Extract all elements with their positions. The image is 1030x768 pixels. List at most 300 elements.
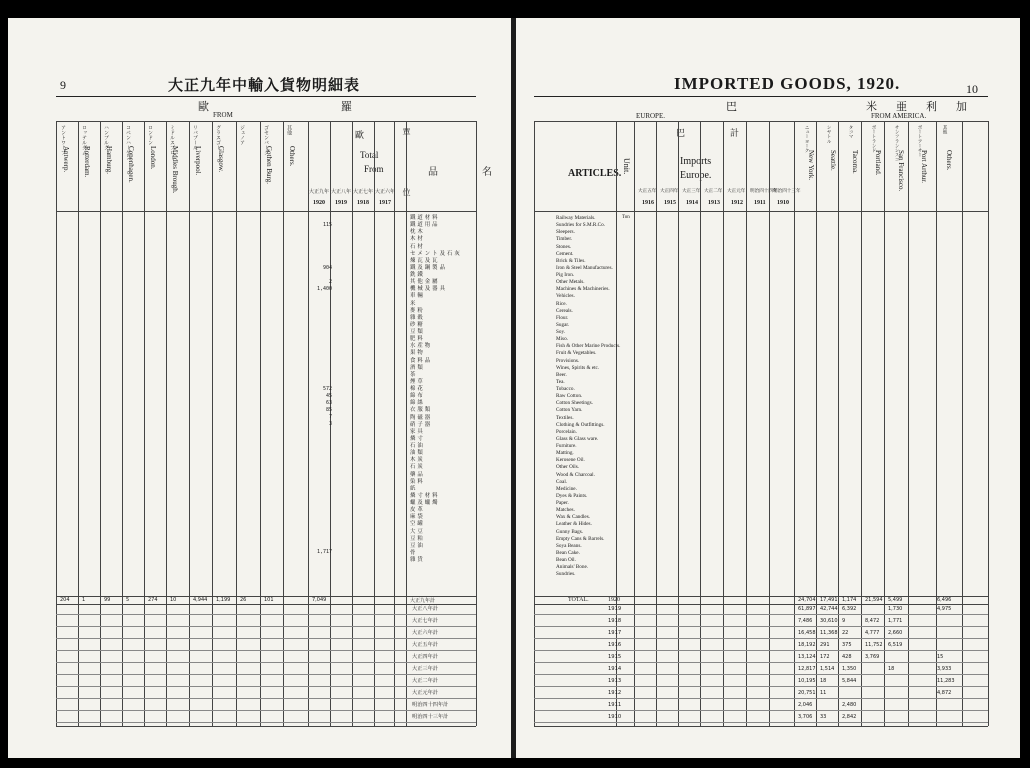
america-year-value: 9 (842, 618, 846, 624)
america-year-value: 61,897 (798, 606, 816, 612)
item-name-jp: 豆類 (410, 329, 425, 335)
year-row-rule (534, 650, 988, 651)
port-header-jp: シヤトル (826, 125, 831, 144)
total-row-value: 204 (60, 597, 70, 603)
total-col-value (312, 329, 332, 336)
year-header-num: 1915 (664, 200, 676, 206)
america-total-value: 24,704 (798, 597, 816, 603)
item-name-jp: 綿絲 (410, 400, 425, 407)
total-col-value (312, 492, 332, 499)
item-name-jp: 鐵道材料 (410, 215, 440, 221)
total-col-value (312, 364, 332, 371)
grid-line (236, 121, 237, 726)
grid-line (678, 121, 679, 726)
america-year-value: 172 (820, 654, 830, 660)
year-row-rule (534, 722, 988, 723)
year-row-label: 大正八年計 (412, 606, 438, 612)
article-name: Miso. (556, 336, 568, 343)
total-en2: From (364, 164, 384, 174)
america-year-value: 2,046 (798, 702, 813, 708)
total-col-value (312, 322, 332, 329)
total-col-value: 2 (328, 278, 332, 285)
grid-line (988, 121, 989, 726)
item-name-jp: 蠟及蠟燭 (410, 500, 440, 506)
origin-header-jp: ロンドン (147, 125, 153, 145)
grid-line (283, 121, 284, 726)
year-row-label: 1917 (608, 630, 622, 636)
origin-header-jp: ロッテルダム (81, 125, 87, 155)
article-name: Soya Beans. (556, 542, 582, 549)
america-year-value: 3,933 (937, 666, 952, 672)
total-col-value: 115 (322, 222, 332, 229)
year-header-jp: 大正四年 (660, 189, 679, 194)
total-col-value (312, 307, 332, 314)
america-year-value: 428 (842, 654, 852, 660)
total-col-value (312, 343, 332, 350)
year-header-num: 1911 (754, 200, 766, 206)
america-year-value: 5,844 (842, 678, 857, 684)
america-year-value: 8,472 (865, 618, 880, 624)
article-name: Wax & Candles. (556, 514, 591, 521)
port-header-en: Others. (945, 150, 953, 171)
grid-line (394, 121, 395, 726)
europe-total-jp: 巴 計 (676, 129, 758, 139)
year-header-num: 1916 (642, 200, 654, 206)
total-col-value (312, 535, 332, 542)
article-name: Sundries. (556, 571, 576, 578)
total-row-value: 5 (126, 597, 130, 603)
right-page-title: IMPORTED GOODS, 1920. (674, 74, 901, 93)
year-row-rule (534, 662, 988, 663)
america-year-value: 3,769 (865, 654, 880, 660)
grid-line (908, 121, 909, 726)
total-col-value: 572 (322, 385, 332, 392)
total-col-value (312, 243, 332, 250)
article-name: Flour. (556, 314, 569, 321)
total-col-value: 1,717 (316, 549, 332, 556)
total-col-value (312, 229, 332, 236)
year-row-label: 1914 (608, 666, 622, 672)
total-col-value (312, 443, 332, 450)
article-name: Soy. (556, 329, 566, 335)
year-row-label: 大正元年計 (412, 690, 438, 696)
article-name: Machines & Machineries. (556, 286, 610, 293)
america-year-value: 16,458 (798, 630, 816, 636)
item-name-jp: 木材 (410, 236, 425, 243)
left-item-names (410, 215, 462, 564)
left-page (8, 18, 511, 758)
america-year-value: 13,124 (798, 654, 816, 660)
total-col-value: 904 (322, 264, 332, 271)
grid-line (746, 121, 747, 726)
article-name: Tobacco. (556, 386, 575, 392)
year-header-jp: 大正七年 (353, 189, 374, 195)
item-name-jp: 機械及器具 (410, 286, 447, 293)
total-row-value: 4,944 (193, 597, 208, 603)
total-row-value: 大正九年計 (410, 598, 436, 604)
america-year-value: 11 (820, 690, 827, 696)
item-name-jp: 木炭 (410, 457, 425, 464)
item-name-jp: 車輛 (410, 293, 425, 300)
year-row-rule (534, 626, 988, 627)
article-name: Kerosene Oil. (556, 457, 585, 464)
article-name: Provisions. (556, 357, 580, 364)
article-name: Sugar. (556, 321, 570, 328)
article-name: Iron & Steel Manufactures. (556, 264, 613, 271)
item-name-jp: 豆粕 (410, 535, 425, 542)
right-page (516, 18, 1020, 758)
origin-header-jp: コペンハーゲン (125, 125, 131, 160)
europe-label: Europe. (680, 170, 712, 181)
article-name: Wines, Spirits & etc. (556, 364, 600, 371)
article-name: Brick & Tiles. (556, 257, 586, 264)
america-year-value: 2,480 (842, 702, 857, 708)
year-header-num: 1917 (379, 200, 391, 206)
america-year-value: 1,350 (842, 666, 857, 672)
item-name-jp: 棉花 (410, 386, 425, 392)
right-page-number: 10 (966, 82, 978, 96)
america-year-value: 15 (937, 654, 944, 660)
year-row-label: 1912 (608, 690, 622, 696)
article-name: Raw Cotton. (556, 393, 583, 400)
year-row-label: 1919 (608, 606, 622, 612)
total-col-value (312, 272, 332, 279)
total-col-value (312, 315, 332, 322)
article-name: Porcelain. (556, 428, 577, 435)
grid-line (374, 121, 375, 726)
total-col-value (312, 357, 332, 364)
article-name: Tea. (556, 378, 565, 385)
year-row-rule (534, 614, 988, 615)
grid-line (100, 121, 101, 726)
america-year-value: 18 (820, 678, 827, 684)
america-total-value: 17,491 (820, 597, 838, 603)
total-year: 1920 (608, 597, 620, 603)
year-header-num: 1920 (313, 200, 325, 206)
total-col-value (312, 499, 332, 506)
america-year-value: 11,283 (937, 678, 955, 684)
grid-line (260, 121, 261, 726)
article-name: Clothing & Outfittings. (556, 421, 605, 428)
year-header-jp: 大正二年 (704, 189, 723, 194)
region-europe-jp: 巴 (726, 100, 737, 113)
total-row-value: 1 (82, 597, 86, 603)
total-col-value (312, 236, 332, 243)
article-name: Cotton Sheetings. (556, 400, 593, 407)
grid-line (212, 121, 213, 726)
origin-header-jp: ジェノア (239, 125, 245, 145)
year-row-label: 大正七年計 (412, 618, 438, 624)
origin-header-en: Copenhagen. (127, 146, 135, 183)
article-name: Pig Iron. (556, 272, 575, 278)
item-name-jp: 陶磁器 (410, 414, 433, 421)
year-row-label: 1911 (608, 702, 622, 708)
origin-header-en: Rotterdam. (83, 146, 91, 178)
origin-header-jp: グラスゴー (215, 125, 221, 150)
america-year-value: 11,368 (820, 630, 838, 636)
item-name-jp: 麥粉 (410, 307, 425, 314)
port-header-jp: サンフランシスコ (894, 125, 899, 162)
year-row-label: 大正四年計 (412, 654, 438, 660)
item-name-jp: 骨 (410, 549, 418, 556)
origin-header-en: Middles Brough. (171, 146, 179, 194)
total-col-value (312, 457, 332, 464)
item-name-jp: 石油 (410, 443, 425, 449)
item-name-jp: 銑鐵 (410, 272, 425, 278)
item-name-jp: 燐寸材料 (410, 492, 440, 499)
item-name-jp: 酒類 (410, 364, 425, 371)
year-header-jp: 大正五年 (638, 189, 657, 194)
year-header-jp: 明治四十三年 (773, 189, 801, 194)
article-name: Matches. (556, 507, 575, 514)
grid-line (936, 121, 937, 726)
port-header-jp: ニューヨーク (804, 125, 809, 153)
origin-header-jp: リバプール (192, 125, 198, 150)
total-col-value (312, 435, 332, 442)
america-year-value: 11,752 (865, 642, 883, 648)
imports-label: Imports (680, 156, 712, 167)
item-name-jp: 皮革 (410, 507, 425, 514)
america-year-value: 6,392 (842, 606, 857, 612)
item-name-jp: 枕木 (410, 229, 425, 236)
port-header-en: San Francisco. (897, 150, 905, 192)
total-col-value: 3 (328, 421, 332, 428)
item-name-jp: 食料品 (410, 357, 433, 364)
year-row-label: 1915 (608, 654, 622, 660)
port-header-en: Tacoma. (851, 150, 859, 174)
article-name: Empty Cans & Barrels. (556, 535, 605, 542)
item-name-jp: 砂糖 (410, 321, 425, 328)
total-col-value (312, 336, 332, 343)
grid-line (861, 121, 862, 726)
origin-header-en: Liverpool. (194, 146, 202, 176)
total-col-value (312, 293, 332, 300)
total-row-value: 26 (240, 597, 247, 603)
grid-line (166, 121, 167, 726)
total-row-value: 7,049 (312, 597, 327, 603)
america-year-value: 33 (820, 714, 827, 720)
item-name-jp: 鐵及鋼製品 (410, 264, 447, 271)
total-col-value (312, 542, 332, 549)
america-year-value: 1,514 (820, 666, 835, 672)
item-name-jp: 米 (410, 300, 418, 307)
total-en: Total (360, 150, 379, 160)
total-col-value (312, 258, 332, 265)
item-name-jp: 雜貨 (410, 557, 425, 563)
article-name: Fruit & Vegetables. (556, 350, 597, 357)
america-year-value: 4,777 (865, 630, 880, 636)
article-name: Sundries for S.M.R.Co. (556, 222, 605, 229)
origin-header-en: Antwerp. (62, 146, 70, 173)
grid-line (144, 121, 145, 726)
article-name: Textiles. (556, 414, 574, 421)
grid-line (769, 121, 770, 726)
america-year-value: 4,975 (937, 606, 952, 612)
region-en: FROM (213, 111, 233, 119)
total-row-value: 101 (264, 597, 274, 603)
grid-line (884, 121, 885, 726)
total-row-value: 1,199 (216, 597, 231, 603)
item-name-jp: 綿布 (410, 393, 425, 400)
america-total-value: 5,499 (888, 597, 903, 603)
item-name-jp: 硝子器 (410, 421, 433, 428)
article-name: Leather & Hides. (556, 521, 592, 528)
year-row-rule (534, 686, 988, 687)
year-row-label: 1918 (608, 618, 622, 624)
item-name-jp: 石炭 (410, 464, 425, 471)
port-header-jp: タコマ (848, 125, 853, 139)
unit-first: Ton (622, 215, 630, 220)
year-header-num: 1919 (335, 200, 347, 206)
total-col-value (312, 464, 332, 471)
port-header-jp: 其他 (942, 125, 947, 135)
item-name-jp: 空罐 (410, 521, 425, 528)
total-col-value (312, 350, 332, 357)
unit-col-jp2: 位 (402, 188, 411, 196)
article-name: Bean Cake. (556, 549, 580, 556)
grid-line (78, 121, 79, 726)
item-name-jp: 麻袋 (410, 514, 425, 521)
america-year-value: 291 (820, 642, 830, 648)
year-header-jp: 大正八年 (331, 189, 352, 195)
america-total-value: 21,594 (865, 597, 883, 603)
grid-line (794, 121, 795, 726)
grid-line (534, 121, 535, 726)
item-name-jp: 煉瓦及瓦 (410, 257, 440, 264)
item-name-jp: セメント及石灰 (410, 250, 462, 257)
unit-label: Unit. (622, 158, 631, 175)
article-name: Stones. (556, 243, 572, 250)
year-row-label: 明治四十三年計 (412, 714, 449, 720)
grid-line (352, 121, 353, 726)
origin-header-en: London. (149, 146, 157, 170)
region-europe-en: EUROPE. (636, 112, 665, 120)
item-name-jp: 染料 (410, 478, 425, 485)
america-year-value: 2,660 (888, 630, 903, 636)
article-name: Gunny Bags. (556, 528, 584, 535)
item-name-jp: 衣服類 (410, 407, 433, 414)
item-name-jp: 鐵道用品 (410, 222, 440, 229)
item-name-jp: 油類 (410, 450, 425, 457)
item-name-jp: 其他金屬 (410, 279, 440, 286)
year-row-label: 明治四十四年計 (412, 702, 449, 708)
article-name: Beer. (556, 371, 567, 378)
unit-col-jp: 單 (402, 128, 411, 136)
article-name: Other Metals. (556, 279, 585, 286)
total-col-value (312, 478, 332, 485)
article-name: Rice. (556, 300, 567, 307)
year-header-num: 1918 (357, 200, 369, 206)
grid-line (700, 121, 701, 726)
item-name-jp: 藥品 (410, 471, 425, 478)
total-col-value (312, 506, 332, 513)
year-row-label: 1913 (608, 678, 622, 684)
total-col-value: 63 (325, 399, 332, 406)
article-name: Vehicles. (556, 293, 575, 300)
article-name: Glass & Glass ware. (556, 435, 599, 442)
america-year-value: 375 (842, 642, 852, 648)
america-year-value: 4,872 (937, 690, 952, 696)
item-name-jp: 煙草 (410, 378, 425, 385)
region-jp: 歐 羅 (198, 100, 352, 113)
grid-line (476, 121, 477, 726)
origin-header-jp: ゴセンバーグ (263, 125, 269, 155)
grid-line (838, 121, 839, 726)
total-col-value (312, 371, 332, 378)
total-row-value: 10 (170, 597, 177, 603)
america-year-value: 2,842 (842, 714, 857, 720)
year-row-rule (534, 710, 988, 711)
year-row-label: 大正三年計 (412, 666, 438, 672)
article-name: Cereals. (556, 307, 573, 314)
total-col-value (312, 514, 332, 521)
year-row-label: 1916 (608, 642, 622, 648)
origin-header-en: Hamburg. (105, 146, 113, 175)
article-name: Medicine. (556, 485, 577, 492)
america-year-value: 12,817 (798, 666, 816, 672)
total-col-value (312, 528, 332, 535)
total-col-value (312, 300, 332, 307)
year-header-jp: 明治四十四年 (750, 189, 778, 194)
left-page-number: 9 (60, 78, 66, 92)
total-col-value: 7 (328, 414, 332, 421)
total-col-value (312, 428, 332, 435)
total-label: TOTAL. (568, 597, 589, 603)
year-row-label: 大正二年計 (412, 678, 438, 684)
article-name: Dyes & Paints. (556, 492, 588, 499)
origin-header-jp: 其他 (286, 125, 292, 135)
article-name: Cement. (556, 250, 574, 257)
total-col-value (312, 471, 332, 478)
america-year-value: 18,192 (798, 642, 816, 648)
article-name: Bean Oil. (556, 557, 576, 563)
article-name: Other Oils. (556, 464, 580, 471)
america-year-value: 18 (888, 666, 895, 672)
year-header-num: 1913 (708, 200, 720, 206)
item-name-jp: 家具 (410, 428, 425, 435)
total-col-value (312, 450, 332, 457)
grid-line (723, 121, 724, 726)
port-header-en: New York. (807, 150, 815, 181)
total-col-value (312, 556, 332, 563)
total-col-value (312, 379, 332, 386)
port-header-en: Port Arthur. (920, 150, 928, 184)
region-america-jp: 米 亜 利 加 (866, 100, 971, 113)
port-header-en: Seattle. (829, 150, 837, 171)
region-america-en: FROM AMERICA. (871, 112, 927, 120)
year-header-jp: 大正六年 (375, 189, 396, 195)
total-row-value: 274 (148, 597, 158, 603)
item-name-jp: 紙 (410, 485, 418, 492)
article-name: Wood & Charcoal. (556, 471, 595, 478)
grid-line (122, 121, 123, 726)
total-col-value (312, 251, 332, 258)
article-name: Fish & Other Marine Products. (556, 343, 621, 350)
port-header-jp: ポートランド (871, 125, 876, 153)
grid-line (962, 121, 963, 726)
total-col-value (312, 485, 332, 492)
america-year-value: 30,610 (820, 618, 838, 624)
items-col-jp: 品 名 (428, 167, 500, 178)
item-name-jp: 大豆 (410, 528, 425, 535)
article-names (556, 215, 620, 578)
total-col-value: 85 (325, 406, 332, 413)
port-header-en: Portland. (874, 150, 882, 176)
year-header-num: 1914 (686, 200, 698, 206)
america-total-value: 1,174 (842, 597, 857, 603)
article-name: Coal. (556, 478, 568, 485)
origin-header-jp: ハンブルグ (103, 125, 109, 150)
